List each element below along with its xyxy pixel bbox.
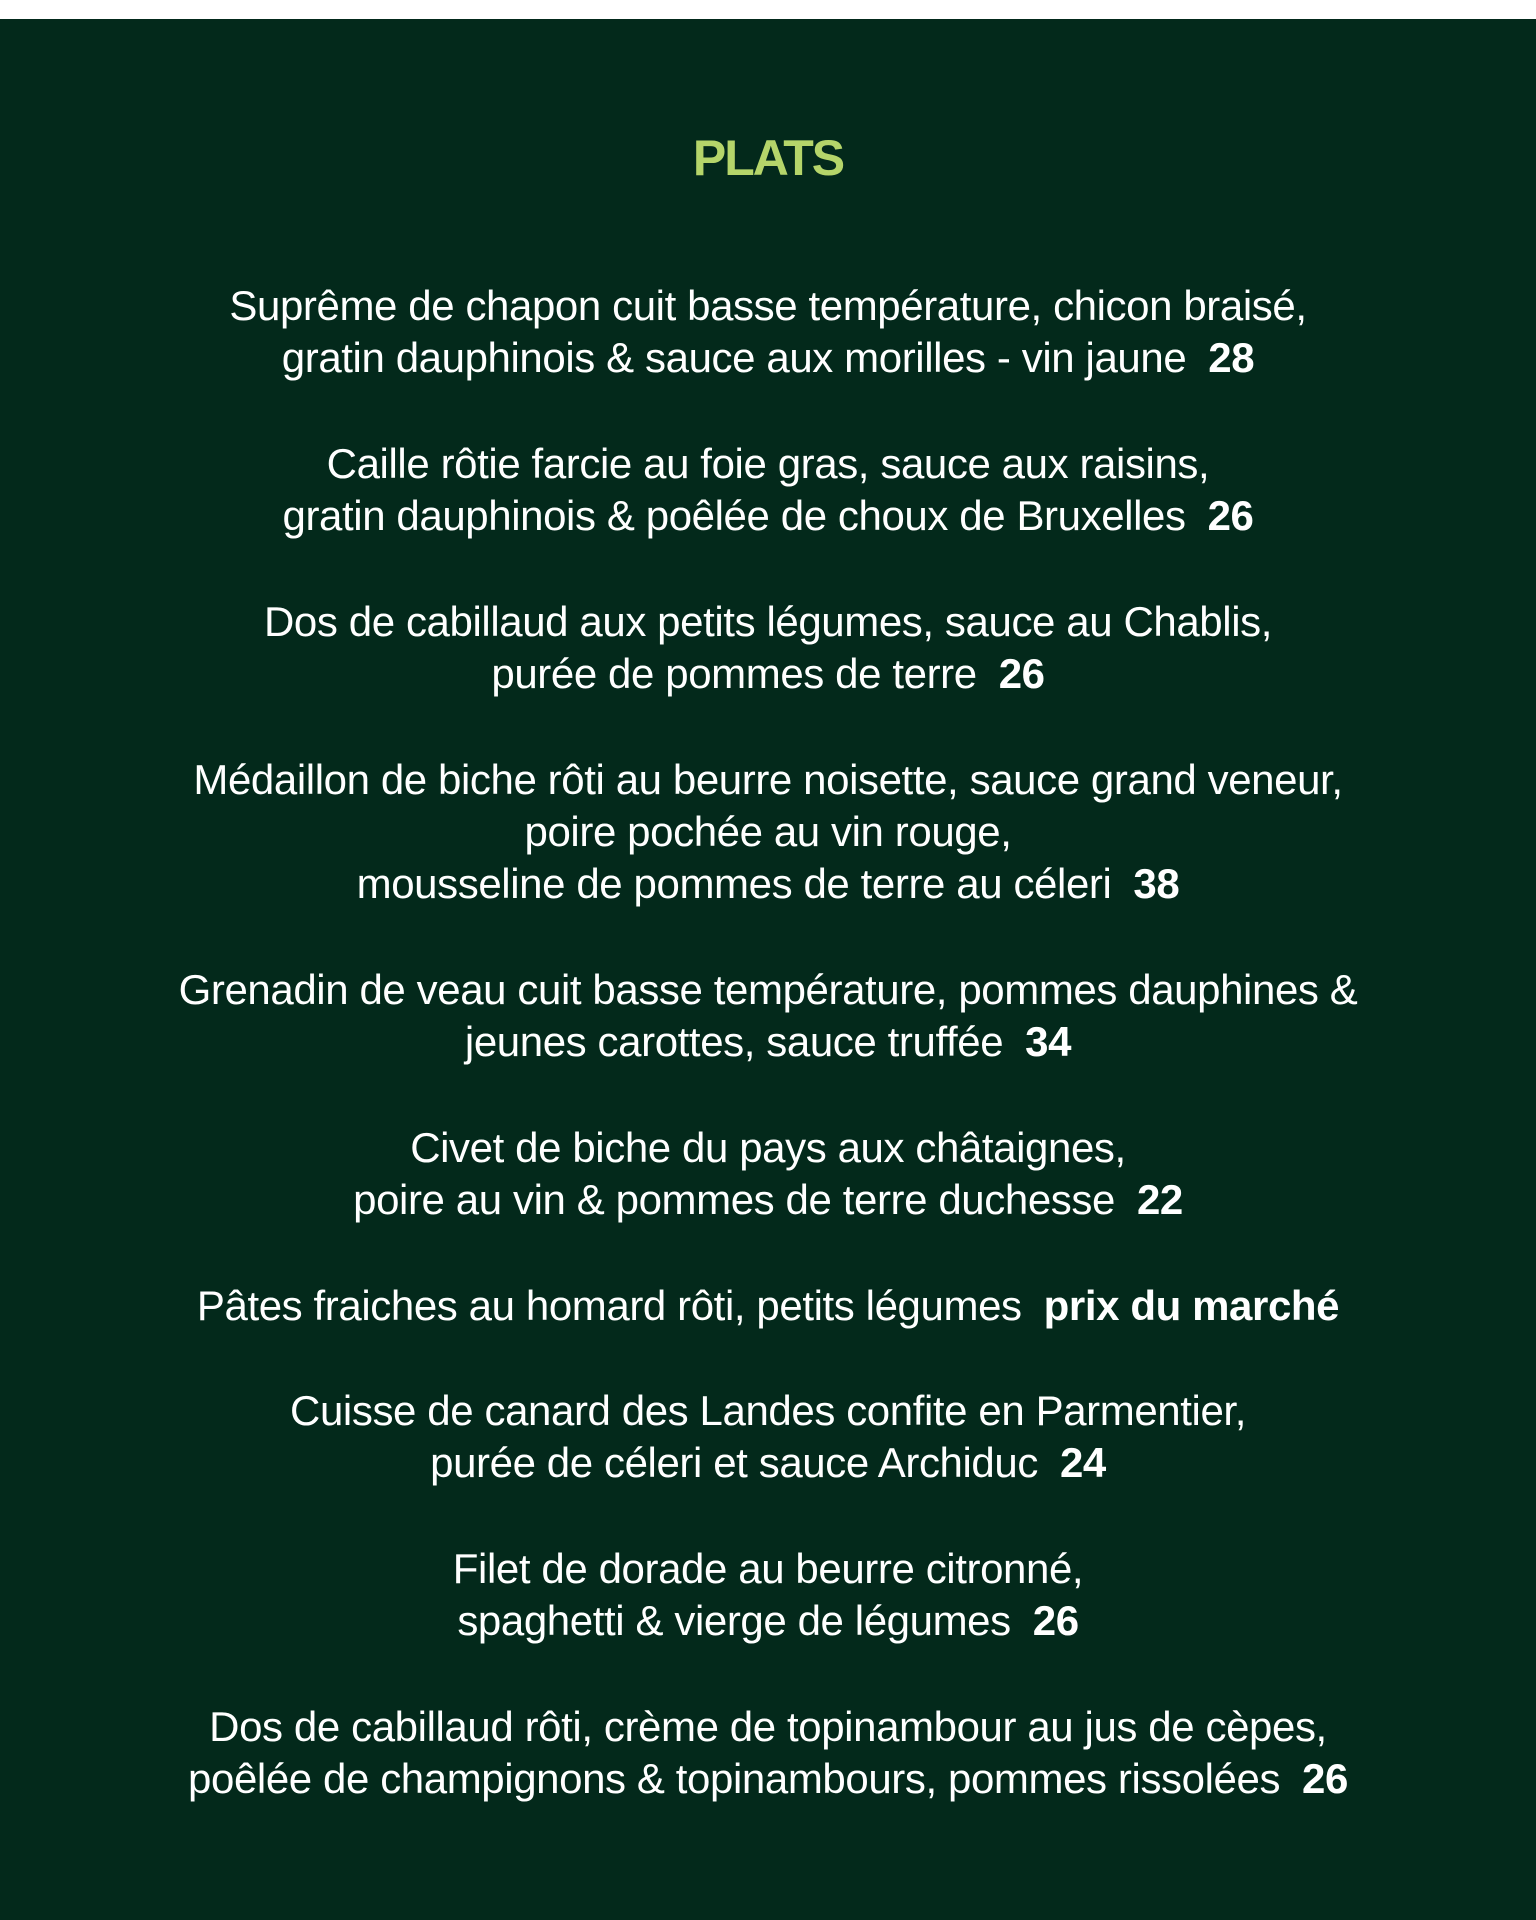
dish-line: spaghetti & vierge de légumes	[457, 1597, 1011, 1644]
dish-line: Suprême de chapon cuit basse température, chicon braisé,	[229, 282, 1307, 329]
dish-line: Dos de cabillaud rôti, crème de topinambour au jus de cèpes,	[209, 1703, 1327, 1750]
dish-item	[0, 1122, 1536, 1226]
dish-price: 26	[1207, 492, 1254, 539]
dish-line: Caille rôtie farcie au foie gras, sauce aux raisins,	[326, 440, 1210, 487]
dish-line: Filet de dorade au beurre citronné,	[452, 1545, 1084, 1592]
dish-item	[0, 596, 1536, 700]
dish-line: Grenadin de veau cuit basse température, pommes dauphines &	[178, 966, 1358, 1013]
dish-line: mousseline de pommes de terre au céleri	[356, 860, 1112, 907]
dish-price: 26	[998, 650, 1045, 697]
dish-price: prix du marché	[1043, 1282, 1340, 1329]
dish-price: 22	[1136, 1176, 1183, 1223]
dish-line: poire pochée au vin rouge,	[524, 808, 1012, 855]
dish-item	[0, 1701, 1536, 1805]
dish-price: 24	[1059, 1439, 1106, 1486]
dish-line: poêlée de champignons & topinambours, pommes rissolées	[188, 1755, 1281, 1802]
dish-line: Dos de cabillaud aux petits légumes, sauce au Chablis,	[264, 598, 1272, 645]
dish-price: 38	[1133, 860, 1180, 907]
dish-item	[0, 1385, 1536, 1489]
dish-line: gratin dauphinois & poêlée de choux de Bruxelles	[282, 492, 1186, 539]
dish-line: poire au vin & pommes de terre duchesse	[353, 1176, 1115, 1223]
dish-line: purée de céleri et sauce Archiduc	[430, 1439, 1038, 1486]
dish-price: 26	[1302, 1755, 1348, 1802]
dish-line: Médaillon de biche rôti au beurre noisette, sauce grand veneur,	[193, 756, 1343, 803]
dish-item	[0, 438, 1536, 542]
dish-line: Civet de biche du pays aux châtaignes,	[410, 1124, 1126, 1171]
dish-item	[0, 964, 1536, 1068]
dish-line: gratin dauphinois & sauce aux morilles - vin jaune	[281, 334, 1187, 381]
dish-item	[0, 1543, 1536, 1647]
dish-item	[0, 754, 1536, 910]
dish-price: 26	[1032, 1597, 1079, 1644]
dish-item	[0, 1280, 1536, 1332]
dish-price: 34	[1025, 1018, 1072, 1065]
dish-line: Pâtes fraiches au homard rôti, petits légumes	[196, 1282, 1022, 1329]
dish-line: jeunes carottes, sauce truffée	[464, 1018, 1004, 1065]
dish-item	[0, 280, 1536, 384]
dish-price: 28	[1208, 334, 1255, 381]
menu-title: PLATS	[692, 130, 844, 186]
dish-line: Cuisse de canard des Landes confite en Parmentier,	[290, 1387, 1246, 1434]
dish-line: purée de pommes de terre	[491, 650, 977, 697]
